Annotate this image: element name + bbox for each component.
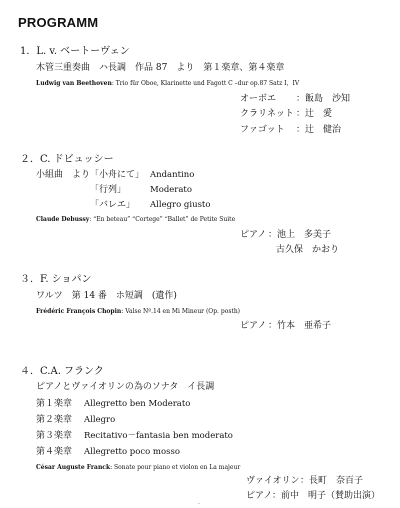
piece-3-heading: ３．F. ショパン [20,274,92,285]
piece-1-en-title: : Trio für Oboe, Klarinette und Fagott C –dur op.87 Satz I，IV [111,80,300,87]
performer-name: ：長町 奈百子 [300,476,364,486]
piece-4-en-title: : Sonate pour piano et violon en La majeur [110,464,241,471]
performer-name: 古久保 かおり [276,245,340,255]
performer-name: ：辻 健治 [296,125,342,135]
performer-instrument: ピアノ [246,491,273,501]
piece-1-heading: 1．L. v. ベートーヴェン [20,46,130,57]
piece-2-en-title: : “En beteau” “Cortege” “Ballet” de Petite Suite [89,216,236,223]
performer-instrument: ピアノ [240,321,267,331]
performer-name: ：飯島 沙知 [296,94,351,104]
movement-japanese: 「行列」 [90,185,127,195]
piece-1-en-line [36,81,299,87]
movement-italian: Andantino [150,170,195,180]
movement-italian: Allegretto ben Moderato [84,399,191,409]
movement-italian: Moderato [150,185,192,195]
piece-4-jp-title: ピアノとヴァイオリンの為のソナタ イ長調 [36,382,215,392]
piece-3-en-line [36,309,240,315]
movement-japanese: 第４楽章 [36,447,73,457]
movement-japanese: 第２楽章 [36,415,73,425]
movement-italian: Allegretto poco mosso [84,447,180,457]
piece-2-heading: ２．C. ドビュッシー [20,154,114,165]
performer-name: ：池上 多美子 [268,230,332,240]
movement-japanese: 第１楽章 [36,399,73,409]
piece-3-jp-title: ワルツ 第 14 番 ホ短調 (遺作) [36,291,177,301]
movement-italian: Allegro giusto [150,200,211,210]
performer-name: ：前中 明子（賛助出演） [272,491,381,501]
piece-2-en-line [36,217,235,223]
piece-2-jp-title: 小組曲 より「小舟にて」 [36,170,145,180]
performer-instrument: ファゴット [240,125,285,135]
movement-italian: Recitativo－fantasia ben moderato [84,431,233,441]
page-footer-mark: - [198,501,200,507]
piece-1-composer: Ludwig van Beethoven [36,80,112,87]
piece-1-jp-title: 木管三重奏曲 ハ長調 作品 87 より 第１楽章、第４楽章 [36,63,285,73]
performer-instrument: クラリネット [240,109,294,119]
movement-italian: Allegro [84,415,116,425]
movement-japanese: 第３楽章 [36,431,73,441]
piece-3-composer: Frédéric François Chopin [36,308,122,315]
performer-instrument: ピアノ [240,230,267,240]
piece-4-en-line [36,465,240,471]
movement-japanese: 「バレエ」 [90,200,136,210]
performer-name: ：竹本 亜希子 [268,321,332,331]
piece-3-en-title: : Valse Nº.14 en Mi Mineur (Op. posth) [121,308,241,315]
performer-name: ：辻 愛 [296,109,333,119]
performer-instrument: オーボエ [240,94,277,104]
piece-2-composer: Claude Debussy [36,216,90,223]
performer-instrument: ヴァイオリン [246,476,300,486]
piece-4-composer: César Auguste Franck [36,464,111,471]
piece-4-heading: ４．C.A. フランク [20,366,104,377]
program-title: PROGRAMM [18,15,99,30]
